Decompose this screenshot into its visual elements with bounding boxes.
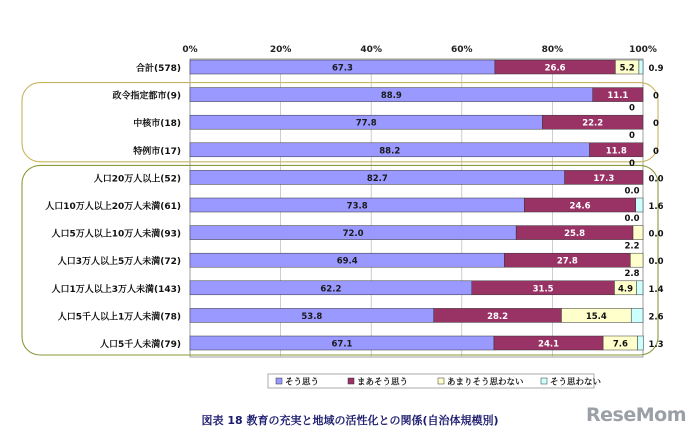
data-label: 31.5	[532, 284, 554, 295]
data-label: 15.4	[585, 311, 607, 322]
data-label: 5.2	[619, 63, 635, 74]
data-label: 24.1	[538, 339, 560, 350]
category-label: 人口5千人未満(79)	[99, 340, 181, 350]
category-label: 人口10万人以上20万人未満(61)	[45, 202, 181, 212]
data-label: 77.8	[355, 118, 377, 129]
data-label: 0.0	[648, 174, 664, 185]
bar-segment	[638, 336, 644, 350]
data-label: 24.6	[569, 201, 591, 212]
data-label: 28.2	[487, 311, 509, 322]
data-label: 88.2	[379, 146, 401, 157]
data-label: 22.2	[582, 118, 604, 129]
bar-segment	[630, 253, 643, 267]
data-label: 73.8	[346, 201, 368, 212]
data-label: 62.2	[320, 284, 342, 295]
data-label: 0	[629, 131, 635, 142]
legend-swatch	[348, 378, 354, 384]
data-label: 1.6	[648, 202, 664, 212]
data-label: 11.1	[607, 91, 629, 102]
x-tick-label: 60%	[451, 45, 473, 55]
legend-label: そう思う	[285, 377, 320, 388]
data-label: 53.8	[301, 311, 323, 322]
category-label: 人口5千人以上1万人未満(78)	[57, 312, 181, 323]
category-label: 特例市(17)	[133, 146, 181, 157]
data-label: 2.8	[624, 269, 640, 280]
data-label: 1.3	[648, 340, 664, 350]
data-label: 0	[653, 146, 659, 157]
category-label: 人口20万人以上(52)	[93, 174, 181, 185]
legend-swatch	[276, 378, 282, 384]
data-label: 1.4	[648, 284, 664, 295]
x-tick-label: 100%	[629, 45, 657, 55]
category-label: 合計(578)	[135, 64, 181, 74]
legend-label: あまりそう思わない	[447, 377, 524, 388]
x-tick-label: 40%	[360, 45, 382, 55]
data-label: 82.7	[366, 173, 388, 184]
data-label: 11.8	[605, 146, 627, 157]
bar-segment	[636, 198, 643, 212]
category-label: 政令指定都市(9)	[112, 91, 181, 102]
data-label: 0.0	[624, 186, 640, 197]
data-label: 0	[629, 103, 635, 114]
data-label: 0	[629, 158, 635, 169]
data-label: 26.6	[544, 63, 566, 74]
data-label: 88.9	[380, 91, 402, 102]
data-label: 69.4	[336, 256, 358, 267]
bar-segment	[631, 308, 643, 322]
data-label: 0	[653, 119, 659, 130]
data-label: 27.8	[556, 256, 578, 267]
data-label: 2.2	[624, 241, 640, 252]
legend-swatch	[438, 378, 444, 384]
x-tick-label: 80%	[541, 45, 564, 55]
data-label: 0	[653, 91, 659, 102]
data-label: 67.1	[331, 339, 353, 350]
resemom-logo: ReseMom	[586, 404, 686, 426]
bar-segment	[633, 226, 643, 240]
data-label: 25.8	[564, 229, 586, 240]
category-label: 人口5万人以上10万人未満(93)	[51, 229, 181, 240]
data-label: 0.0	[648, 257, 664, 268]
bar-segment	[639, 60, 643, 74]
figure-caption: 図表 18 教育の充実と地域の活性化との関係(自治体規模別)	[201, 414, 499, 427]
data-label: 2.6	[648, 312, 664, 323]
legend-label: そう思わない	[550, 377, 602, 388]
bar-segment	[637, 281, 643, 295]
category-label: 人口1万人以上3万人未満(143)	[51, 284, 181, 295]
data-label: 7.6	[612, 339, 628, 350]
data-label: 17.3	[593, 173, 615, 184]
category-label: 人口3万人以上5万人未満(72)	[57, 257, 181, 268]
category-label: 中核市(18)	[133, 119, 181, 130]
data-label: 0.0	[648, 229, 664, 240]
x-tick-label: 0%	[182, 45, 198, 55]
data-label: 67.3	[331, 63, 353, 74]
x-tick-label: 20%	[269, 45, 292, 55]
data-label: 4.9	[618, 284, 634, 295]
legend-label: まあそう思う	[357, 377, 409, 388]
data-label: 0.0	[624, 214, 640, 224]
data-label: 72.0	[342, 229, 364, 240]
legend-swatch	[541, 378, 547, 384]
data-label: 0.9	[648, 64, 664, 74]
